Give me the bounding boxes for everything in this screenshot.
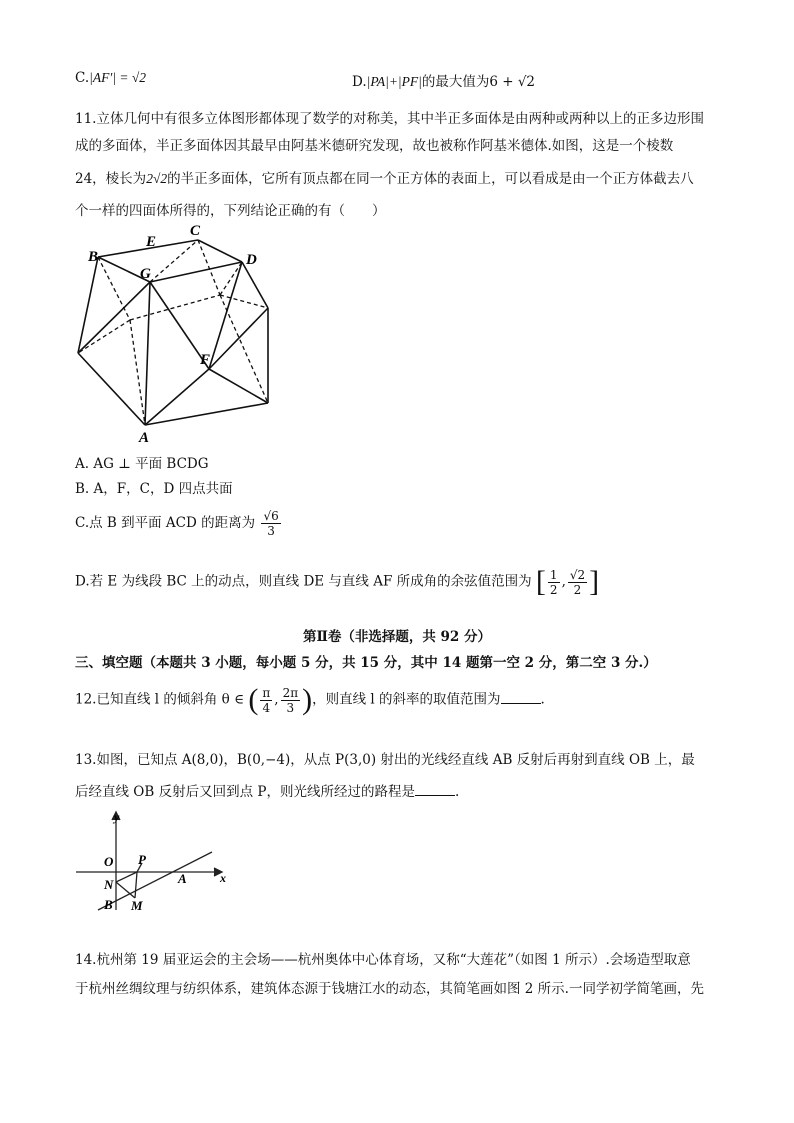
q10-option-c: [75, 70, 146, 86]
fraction-denominator: 4: [262, 700, 271, 715]
polyhedron-figure: [70, 220, 280, 445]
q12-low-fraction: [260, 686, 272, 715]
q10-option-d-expr: |PA|+|PF|: [366, 74, 422, 89]
q11-line-2: 成的多面体，半正多面体因其最早由阿基米德研究发现，故也被称作阿基米德体.如图，这是一个棱数: [75, 138, 674, 154]
vertex-label-g: G: [140, 266, 151, 282]
fraction-denominator: 3: [267, 524, 275, 538]
left-paren: (: [248, 683, 259, 716]
section-fill-in-heading: 三、填空题（本题共 3 小题，每小题 5 分，共 15 分，其中 14 题第一空 2 分，第二空 3 分.）: [75, 655, 657, 671]
q12-text-b: ，则直线 l 的斜率的取值范围为: [312, 691, 501, 708]
q10-option-d-label: D.: [352, 74, 367, 90]
q11-option-d: D.若 E 为线段 BC 上的动点，则直线 DE 与直线 AF 所成角的余弦值范围为 [ $\frac{1}{2}$ , $\frac{√2}{2}$ ]: [75, 565, 600, 598]
vertex-label-d: D: [246, 252, 257, 268]
right-bracket: ]: [589, 565, 600, 598]
fraction-denominator: 2: [549, 582, 558, 597]
range-high-fraction: [568, 568, 587, 597]
range-low-fraction: [548, 568, 560, 597]
vertex-label-c: C: [190, 223, 201, 239]
fraction-numerator: √2: [569, 567, 586, 582]
q14-line-2: 于杭州丝绸纹理与纺织体系，建筑体态源于钱塘江水的动态，其简笔画如图 2 所示.一同学初学简笔画，先: [75, 981, 704, 997]
fraction-numerator: π: [262, 685, 271, 700]
q14-line-1: 14.杭州第 19 届亚运会的主会场——杭州奥体中心体育场，又称“大莲花”（如图 1 所示）.会场造型取意: [75, 952, 691, 968]
vertex-label-e: E: [146, 234, 157, 250]
point-label-o: O: [104, 854, 114, 869]
q12-end: .: [540, 691, 545, 708]
q13-line-1: 13.如图，已知点 A(8,0)，B(0,−4)，从点 P(3,0) 射出的光线经直线 AB 反射后再射到直线 OB 上，最: [75, 752, 695, 768]
right-paren: ): [302, 683, 313, 716]
fraction-denominator: 3: [286, 700, 295, 715]
q12-high-fraction: [281, 686, 301, 715]
q10-option-d-text: 的最大值为: [421, 74, 490, 90]
q10-option-d-value: 6 + √2: [489, 74, 536, 90]
q10-option-c-expr: |AF′| = √2: [89, 70, 147, 85]
point-label-a: A: [178, 871, 187, 886]
part2-title: 第Ⅱ卷（非选择题，共 92 分）: [302, 629, 492, 645]
q12: 12.已知直线 l 的倾斜角 θ ∈ ( $\frac{\pi}{4}$ , $\frac{2\pi}{3}$ )，则直线 l 的斜率的取值范围为 .: [75, 683, 545, 716]
fraction-numerator: 2π: [282, 685, 299, 700]
q11-line-1: 11.立体几何中有很多立体图形都体现了数学的对称美，其中半正多面体是由两种或两种以上的正多边形围: [75, 111, 704, 127]
fraction-denominator: 2: [573, 582, 582, 597]
q10-option-c-label: C.: [75, 70, 90, 86]
vertex-label-a: A: [139, 430, 150, 445]
q11-option-c: [75, 509, 283, 538]
q13-line-2-text: 后经直线 OB 反射后又回到点 P，则光线所经过的路程是: [75, 784, 415, 800]
q11-option-d-text: D.若 E 为线段 BC 上的动点，则直线 DE 与直线 AF 所成角的余弦值范围为: [75, 573, 532, 590]
vertex-label-f: F: [200, 352, 211, 368]
q11-option-c-fraction: [261, 509, 280, 538]
point-label-p: P: [138, 852, 146, 867]
q11-line-3b: 的半正多面体，它所有顶点都在同一个正方体的表面上，可以看成是由一个正方体截去八: [167, 171, 694, 187]
q13-answer-blank[interactable]: [415, 783, 455, 796]
fraction-numerator: √6: [263, 509, 279, 523]
q11-option-c-text: C.点 B 到平面 ACD 的距离为: [75, 515, 256, 531]
q13-end: .: [454, 784, 460, 800]
q11-edge-length: 2√2: [146, 171, 168, 186]
q13-line-2: [75, 780, 459, 800]
point-label-n: N: [104, 877, 114, 892]
vertex-label-b: B: [88, 249, 99, 265]
q12-text-a: 12.已知直线 l 的倾斜角 θ ∈: [75, 691, 245, 708]
point-label-m: M: [131, 898, 143, 913]
q11-line-3a: 24，棱长为: [75, 171, 147, 187]
q11-line-4: 个一样的四面体所得的，下列结论正确的有（ ）: [75, 203, 386, 219]
q10-option-d: [352, 70, 535, 90]
q12-answer-blank[interactable]: [501, 691, 541, 704]
q11-option-a: A. AG ⊥ 平面 BCDG: [75, 456, 209, 472]
axis-label-x: x: [220, 871, 226, 885]
reflection-figure: [70, 808, 235, 913]
q11-option-b: B. A，F，C，D 四点共面: [75, 481, 233, 497]
left-bracket: [: [535, 565, 546, 598]
q11-line-3: [75, 167, 694, 187]
axis-label-y: y: [114, 810, 120, 824]
fraction-numerator: 1: [549, 567, 558, 582]
point-label-b: B: [104, 897, 113, 912]
